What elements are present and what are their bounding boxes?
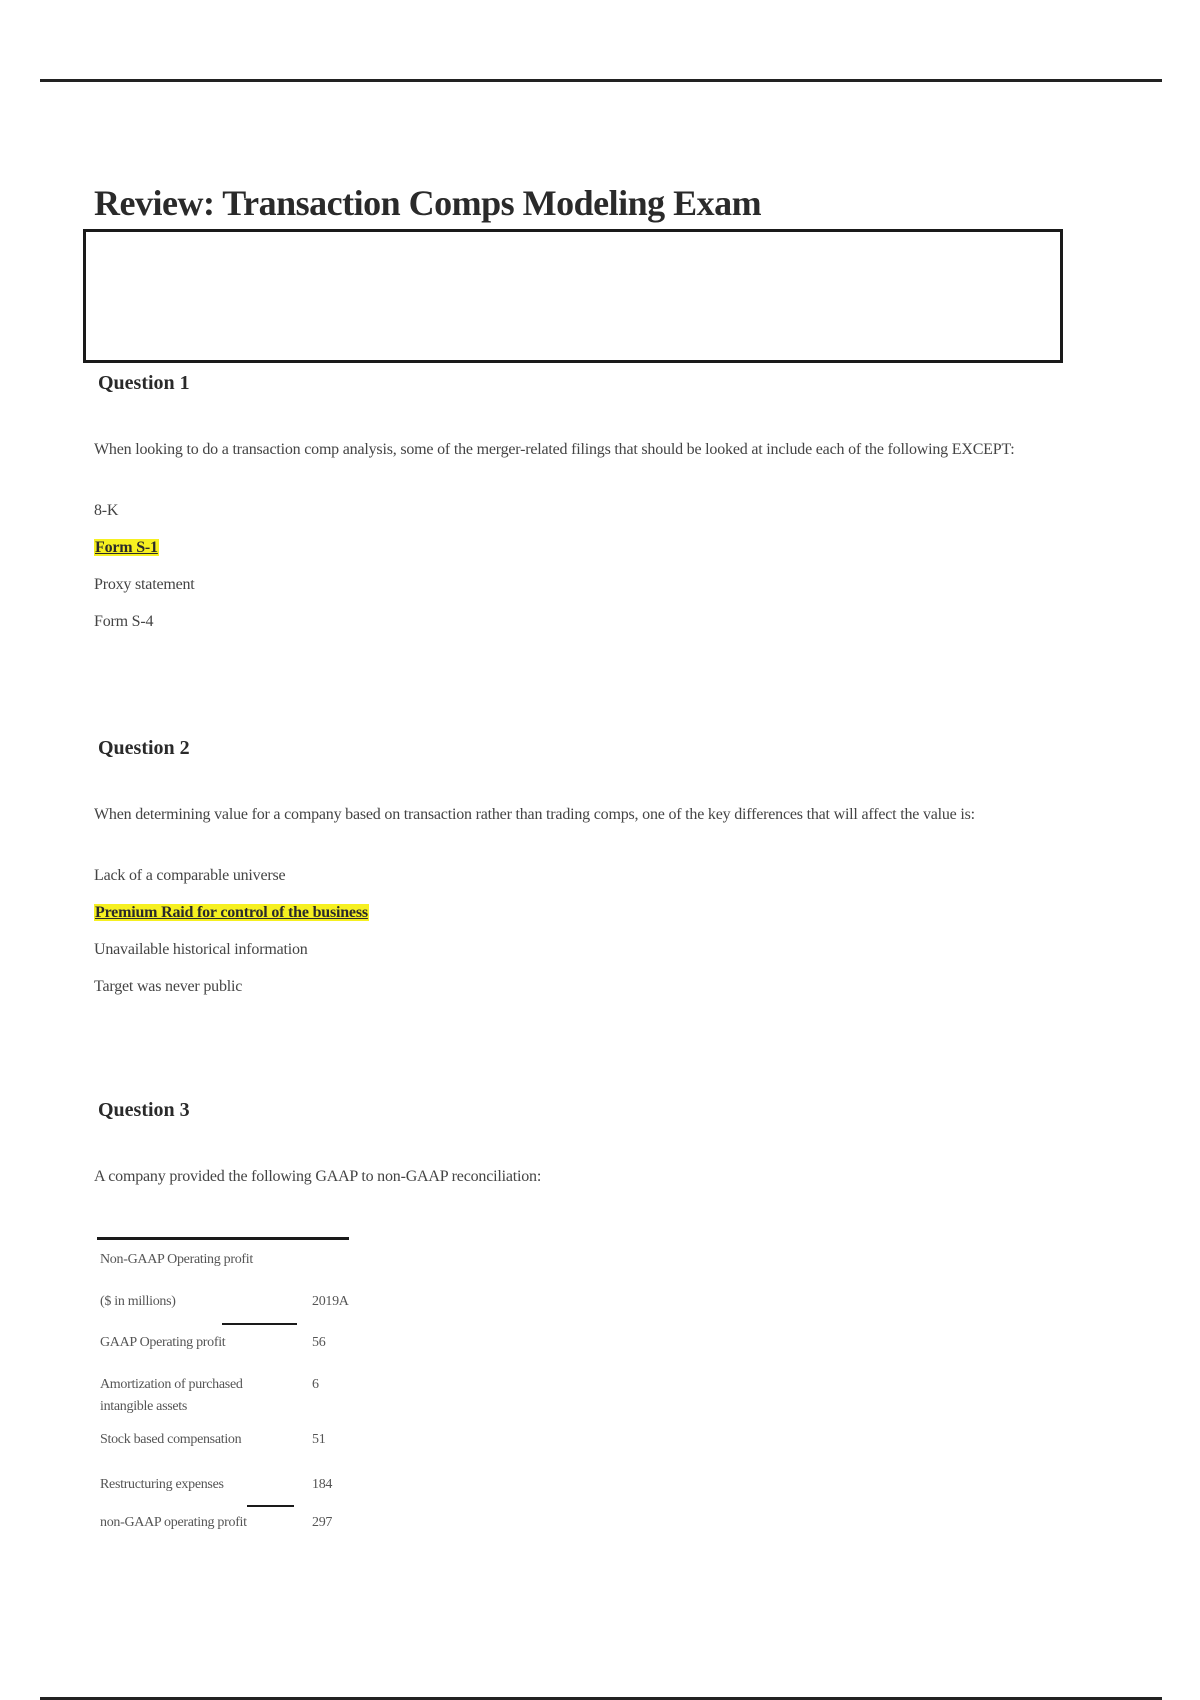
question-1-option-highlighted: Form S-1 xyxy=(95,539,158,556)
table-row-label: non-GAAP operating profit xyxy=(100,1515,247,1530)
question-1-options xyxy=(94,502,195,650)
question-2-option: Target was never public xyxy=(94,978,243,995)
table-row-value: 297 xyxy=(312,1515,333,1530)
question-2-prompt: When determining value for a company based on transaction rather than trading comps, one of the key differences that will affect the value is: xyxy=(94,806,975,823)
summary-box xyxy=(83,229,1063,363)
table-row-value: 56 xyxy=(312,1335,326,1350)
table-row-label: GAAP Operating profit xyxy=(100,1335,226,1350)
table-row-label: Stock based compensation xyxy=(100,1432,242,1447)
table-top-rule xyxy=(97,1237,349,1240)
table-row-value: 6 xyxy=(312,1377,319,1392)
question-2-heading: Question 2 xyxy=(98,737,190,759)
unit-label: ($ in millions) xyxy=(100,1294,176,1309)
question-1-option: 8-K xyxy=(94,502,119,519)
question-3-heading: Question 3 xyxy=(98,1099,190,1121)
table-row-value: 184 xyxy=(312,1477,333,1492)
header-underline xyxy=(222,1323,297,1325)
table-row-label: Restructuring expenses xyxy=(100,1477,224,1492)
table-title: Non-GAAP Operating profit xyxy=(100,1252,253,1267)
question-2-option: Lack of a comparable universe xyxy=(94,867,286,884)
document-title: Review: Transaction Comps Modeling Exam xyxy=(94,183,762,223)
table-row-label: Amortization of purchased intangible assets xyxy=(100,1377,243,1414)
question-2-options xyxy=(94,867,369,1015)
question-1-option: Proxy statement xyxy=(94,576,195,593)
period-header: 2019A xyxy=(312,1294,349,1309)
question-1-prompt: When looking to do a transaction comp analysis, some of the merger-related filings that should be looked at include each of the following EXCEPT: xyxy=(94,441,1015,458)
question-2-option: Unavailable historical information xyxy=(94,941,308,958)
table-row-value: 51 xyxy=(312,1432,326,1447)
question-1-option: Form S-4 xyxy=(94,613,154,630)
question-1-heading: Question 1 xyxy=(98,372,190,394)
subtotal-underline xyxy=(247,1505,294,1507)
question-2-option-highlighted: Premium Raid for control of the business xyxy=(95,904,368,921)
question-3-prompt: A company provided the following GAAP to non-GAAP reconciliation: xyxy=(94,1168,542,1185)
header-rule xyxy=(40,79,1162,82)
